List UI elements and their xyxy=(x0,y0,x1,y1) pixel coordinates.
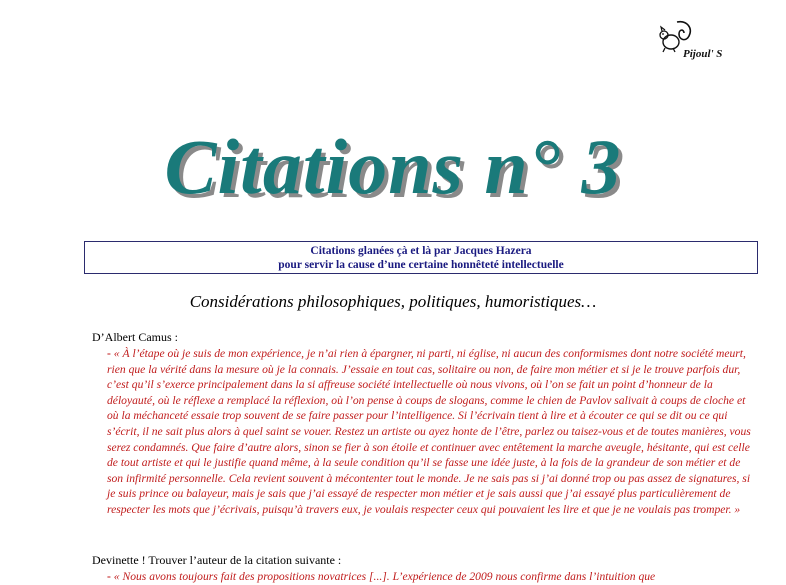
citation-box xyxy=(84,241,758,274)
box-line-2: pour servir la cause d’une certaine honnêteté intellectuelle xyxy=(278,259,564,271)
quote-block xyxy=(107,346,757,518)
section-intro: D’Albert Camus : xyxy=(92,330,178,344)
quote-dash: - xyxy=(107,570,114,583)
quote-text: « À l’étape où je suis de mon expérience, je n’ai rien à épargner, ni parti, ni église, ni aucun des conformismes dont notre société meurt, rien que la vérité dans la mesure où je la connais. J’essaie en tout cas, solitaire ou non, de faire mon métier et si je le trouve parfois dur, c’est qu’il s’exerce principalement dans la si affreuse société intellectuelle où nous vivons, où l’on se fait un point d’honneur de la déloyauté, où le réflexe a remplacé la réflexion, où l’on pense à coups de slogans, comme le chien de Pavlov salivait à coups de cloche et où la méchanceté essaie trop souvent de se faire passer pour l’intelligence. Si l’écrivain tient à lire et à écouter ce qui se dit ou ce qui s’écrit, il ne sait plus alors à quel saint se vouer. Restez un artiste ou ayez honte de l’être, parlez ou taisez-vous et de toutes manières, vous serez condamnés. Que faire d’autre alors, sinon se fier à son étoile et continuer avec entêtement la marche aveugle, hésitante, qui est celle de tout artiste et qui le justifie quand même, à la seule condition qu’il se fasse une idée juste, à la fois de la grandeur de son métier et de son infirmité personnelle. Cela revient souvent à mécontenter tout le monde. Je ne sais pas si j’ai donné trop ou pas assez de signatures, si je suis prince ou balayeur, mais je sais que j’ai essayé de respecter mon métier et je sais aussi que j’ai essayé plus particulièrement de respecter les mots que j’écrivais, puisqu’à travers eux, je voulais respecter ceux qui pouvaient les lire et que je ne voulais pas tromper. » xyxy=(107,347,751,516)
section-intro: Devinette ! Trouver l’auteur de la citation suivante : xyxy=(92,553,342,567)
page-title: Citations n° 3 xyxy=(164,123,622,210)
logo-text: Pijoul' S xyxy=(683,48,723,60)
quote-dash: - xyxy=(107,347,114,360)
box-line-1: Citations glanées çà et là par Jacques Hazera xyxy=(310,245,532,257)
quote-text: « Nous avons toujours fait des propositions novatrices [...]. L’expérience de 2009 nous confirme dans l’intuition que xyxy=(113,570,656,583)
logo xyxy=(655,18,745,68)
quote-block xyxy=(107,569,757,585)
subtitle: Considérations philosophiques, politiques, humoristiques… xyxy=(189,292,597,311)
